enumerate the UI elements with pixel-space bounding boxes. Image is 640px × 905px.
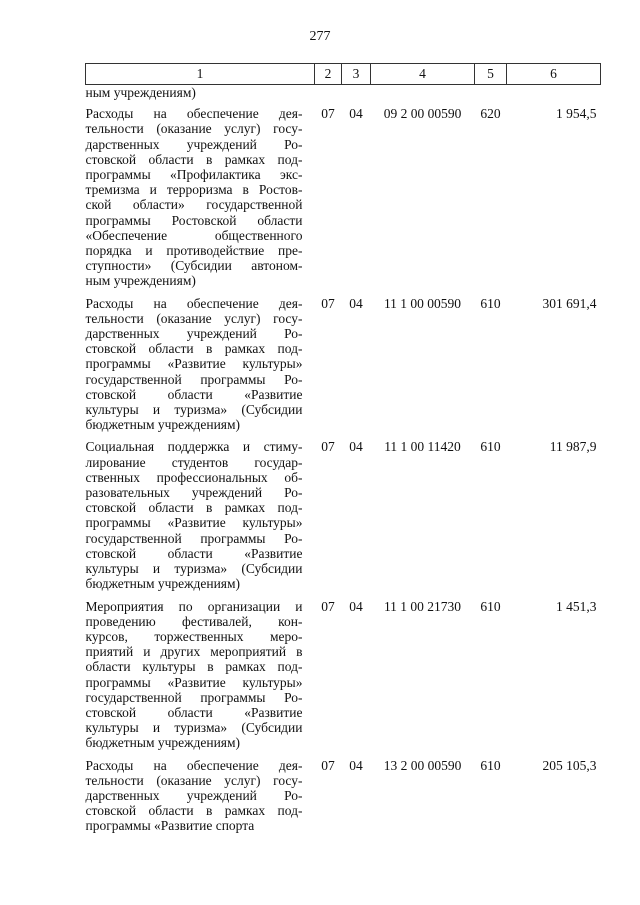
section-code: 07 xyxy=(321,598,335,614)
expense-type-code: 610 xyxy=(480,757,501,773)
description-line: стовской области в рамках под- xyxy=(85,341,303,357)
description-line: бюджетным учреждениям) xyxy=(85,417,241,433)
description-line: Мероприятия по организации и xyxy=(85,598,303,614)
description-line: стовской области «Развитие xyxy=(85,386,303,402)
description-line: курсов, торжественных меро- xyxy=(85,628,303,644)
description-line: стовской области в рамках под- xyxy=(85,151,303,167)
subsection-code: 04 xyxy=(349,295,363,311)
subsection-code: 04 xyxy=(349,106,363,122)
description-line: области культуры в рамках под- xyxy=(85,659,303,675)
header-col-1: 1 xyxy=(86,64,315,85)
row-description xyxy=(86,439,315,598)
page-number: 277 xyxy=(309,29,331,44)
description-line: Расходы на обеспечение дея- xyxy=(85,757,303,773)
description-line: стовской области в рамках под- xyxy=(85,803,303,819)
description-line: программы «Развитие культуры» xyxy=(85,515,303,531)
row-description xyxy=(86,758,315,841)
continuation-text: ным учреждениям) xyxy=(85,85,196,100)
expense-type-code: 610 xyxy=(480,295,501,311)
row-description xyxy=(86,599,315,758)
amount: 1 451,3 xyxy=(556,598,597,614)
description-line: дарственных учреждений Ро- xyxy=(85,787,303,803)
description-line: стовской области «Развитие xyxy=(85,545,303,561)
table-row xyxy=(86,599,601,758)
description-line: Расходы на обеспечение дея- xyxy=(85,295,303,311)
description-line: бюджетным учреждениям) xyxy=(85,735,241,751)
section-code: 07 xyxy=(321,106,335,122)
description-line: ступности» (Субсидии автоном- xyxy=(85,258,303,274)
row-description xyxy=(86,296,315,440)
expense-type-code: 610 xyxy=(480,439,501,455)
target-article-code: 11 1 00 21730 xyxy=(383,598,462,614)
description-line: тремизма и терроризма в Ростов- xyxy=(85,182,303,198)
description-line: дарственных учреждений Ро- xyxy=(85,136,303,152)
budget-table xyxy=(85,63,601,841)
target-article-code: 09 2 00 00590 xyxy=(383,106,462,122)
expense-type-code: 620 xyxy=(480,106,501,122)
description-line: порядка и противодействие пре- xyxy=(85,243,303,259)
description-line: программы «Развитие спорта xyxy=(85,818,255,834)
header-col-4: 4 xyxy=(371,64,475,85)
description-line: ской области» государственной xyxy=(85,197,303,213)
section-code: 07 xyxy=(321,439,335,455)
table-row xyxy=(86,106,601,295)
description-line: стовской области «Развитие xyxy=(85,704,303,720)
section-code: 07 xyxy=(321,295,335,311)
table-row-continuation xyxy=(86,85,601,107)
header-col-3: 3 xyxy=(342,64,371,85)
amount: 11 987,9 xyxy=(549,439,597,455)
subsection-code: 04 xyxy=(349,757,363,773)
subsection-code: 04 xyxy=(349,439,363,455)
description-line: программы «Развитие культуры» xyxy=(85,356,303,372)
description-line: ственных профессиональных об- xyxy=(85,469,303,485)
subsection-code: 04 xyxy=(349,598,363,614)
description-line: программы «Развитие культуры» xyxy=(85,674,303,690)
budget-table-wrapper xyxy=(85,63,600,841)
description-line: культуры и туризма» (Субсидии xyxy=(85,561,303,577)
description-line: государственной программы Ро- xyxy=(85,530,303,546)
table-row xyxy=(86,758,601,841)
amount: 301 691,4 xyxy=(542,295,597,311)
table-row xyxy=(86,296,601,440)
description-line: тельности (оказание услуг) госу- xyxy=(85,121,303,137)
description-line: программы Ростовской области xyxy=(85,212,303,228)
description-line: государственной программы Ро- xyxy=(85,371,303,387)
table-header xyxy=(86,64,601,85)
description-line: тельности (оказание услуг) госу- xyxy=(85,310,303,326)
amount: 205 105,3 xyxy=(542,757,597,773)
row-description xyxy=(86,106,315,295)
table-body xyxy=(86,85,601,841)
description-line: государственной программы Ро- xyxy=(85,689,303,705)
description-line: Расходы на обеспечение дея- xyxy=(85,106,303,122)
description-line: культуры и туризма» (Субсидии xyxy=(85,720,303,736)
amount: 1 954,5 xyxy=(556,106,597,122)
target-article-code: 11 1 00 11420 xyxy=(384,439,461,455)
header-col-6: 6 xyxy=(507,64,601,85)
header-col-2: 2 xyxy=(315,64,342,85)
description-line: ным учреждениям) xyxy=(85,273,196,289)
description-line: разовательных учреждений Ро- xyxy=(85,485,303,501)
target-article-code: 11 1 00 00590 xyxy=(383,295,462,311)
header-col-5: 5 xyxy=(475,64,507,85)
description-line: бюджетным учреждениям) xyxy=(85,576,241,592)
description-line: тельности (оказание услуг) госу- xyxy=(85,772,303,788)
description-line: стовской области в рамках под- xyxy=(85,500,303,516)
description-line: приятий и других мероприятий в xyxy=(85,644,303,660)
description-line: проведению фестивалей, кон- xyxy=(85,613,303,629)
expense-type-code: 610 xyxy=(480,598,501,614)
description-line: культуры и туризма» (Субсидии xyxy=(85,402,303,418)
table-row xyxy=(86,439,601,598)
section-code: 07 xyxy=(321,757,335,773)
description-line: программы «Профилактика экс- xyxy=(85,167,303,183)
description-line: Социальная поддержка и стиму- xyxy=(85,439,303,455)
description-line: дарственных учреждений Ро- xyxy=(85,326,303,342)
description-line: «Обеспечение общественного xyxy=(85,227,303,243)
description-line: лирование студентов государ- xyxy=(85,454,303,470)
target-article-code: 13 2 00 00590 xyxy=(383,757,462,773)
